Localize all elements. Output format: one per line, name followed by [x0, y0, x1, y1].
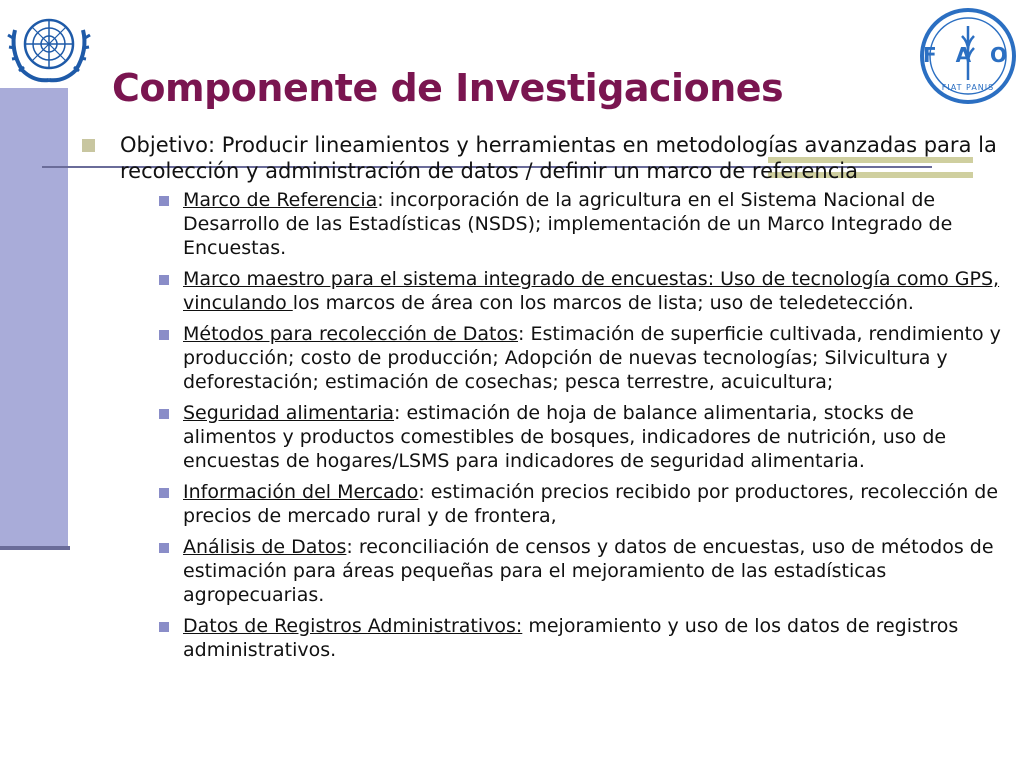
item-label: Seguridad alimentaria — [183, 402, 395, 424]
square-bullet-icon — [159, 330, 169, 340]
fao-letters: F A O — [922, 43, 1014, 67]
item-label: Marco de Referencia — [183, 189, 378, 211]
item-text: : Estimación de superficie cultivada, rendimiento y producción; costo de producción; Adopción de nuevas tecnologías; Silvicultura y deforestación; estimación de cosechas; pesca terrestre, acuicultura; — [183, 323, 1001, 393]
decorative-side-bar — [0, 88, 68, 548]
square-bullet-icon — [159, 488, 169, 498]
list-item — [183, 480, 1012, 528]
list-item — [183, 535, 1012, 607]
square-bullet-icon — [159, 409, 169, 419]
list-item — [183, 188, 1012, 260]
un-emblem-icon — [0, 0, 98, 88]
list-item — [183, 614, 1012, 662]
item-label: Métodos para recolección de Datos — [183, 323, 519, 345]
item-text: : estimación de hoja de balance alimentaria, stocks de alimentos y productos comestibles de bosques, indicadores de nutrición, uso de encuestas de hogares/LSMS para indicadores de seguridad alimentaria. — [183, 402, 947, 472]
item-label: Datos de Registros Administrativos: — [183, 615, 523, 637]
item-label: Información del Mercado — [183, 481, 419, 503]
item-text: : reconciliación de censos y datos de encuestas, uso de métodos de estimación para áreas pequeñas para el mejoramiento de las estadísticas agropecuarias. — [183, 536, 994, 606]
square-bullet-icon — [82, 139, 95, 152]
list-item — [183, 267, 1012, 315]
square-bullet-icon — [159, 622, 169, 632]
side-bar-edge — [0, 546, 70, 550]
item-label: Marco maestro para el sistema integrado de encuestas: Uso de tecnología como GPS, vinculando — [183, 268, 1000, 314]
item-text: mejoramiento y uso de los datos de registros administrativos. — [183, 615, 959, 661]
objective-text: Objetivo: Producir lineamientos y herramientas en metodologías avanzadas para la recolección y administración de datos / definir un marco de referencia — [120, 133, 997, 183]
square-bullet-icon — [159, 275, 169, 285]
item-text: los marcos de área con los marcos de lista; uso de teledetección. — [292, 292, 914, 314]
list-item — [183, 401, 1012, 473]
sub-bullet-list — [82, 188, 1012, 662]
item-label: Análisis de Datos — [183, 536, 347, 558]
list-item — [183, 322, 1012, 394]
fao-logo-icon — [916, 6, 1020, 106]
square-bullet-icon — [159, 543, 169, 553]
slide-title: Componente de Investigaciones — [112, 66, 784, 110]
objective-bullet — [82, 132, 1012, 184]
square-bullet-icon — [159, 196, 169, 206]
item-text: : incorporación de la agricultura en el Sistema Nacional de Desarrollo de las Estadísticas (NSDS); implementación de un Marco Integrado de Encuestas. — [183, 189, 953, 259]
slide-body — [82, 132, 1012, 669]
item-text: : estimación precios recibido por productores, recolección de precios de mercado rural y de frontera, — [183, 481, 999, 527]
fao-motto: FIAT PANIS — [941, 83, 995, 92]
